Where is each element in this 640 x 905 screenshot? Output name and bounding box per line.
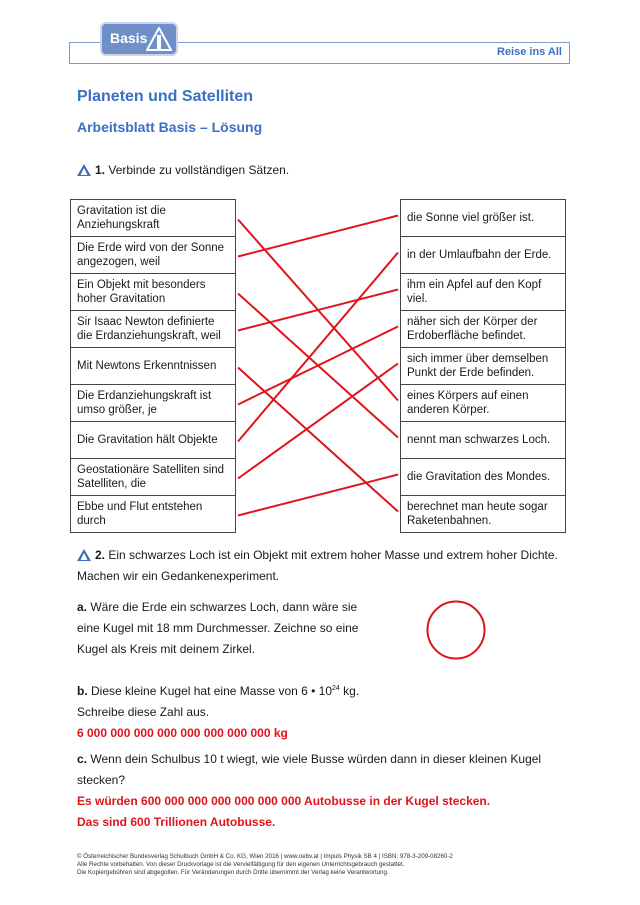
left-box-text: Die Gravitation hält Objekte — [77, 434, 218, 446]
task2b-answer: 6 000 000 000 000 000 000 000 000 kg — [77, 726, 288, 740]
connection-line-8 — [238, 364, 398, 479]
task2a — [77, 597, 358, 660]
left-box-text: hoher Gravitation — [77, 293, 166, 305]
task2c — [77, 749, 541, 833]
footer — [77, 853, 577, 877]
right-box-text: Raketenbahnen. — [407, 515, 492, 527]
logo-label: Basis — [110, 30, 148, 46]
footer-line-2: Alle Rechte vorbehalten. Von dieser Druckvorlage ist die Vervielfältigung für den eigenen Unterrichtsgebrauch gestattet. — [77, 861, 405, 868]
right-box-text: die Gravitation des Mondes. — [407, 471, 551, 483]
left-box-text: Geostationäre Satelliten sind — [77, 464, 225, 476]
left-box-text: Ebbe und Flut entstehen — [77, 501, 203, 513]
task2b-line1-pre: Diese kleine Kugel hat eine Masse von 6 • 10 — [91, 684, 333, 698]
task2c-line1: Wenn dein Schulbus 10 t wiegt, wie viele Busse würden dann in dieser kleinen Kugel — [90, 752, 542, 766]
task2b-label: b. — [77, 684, 88, 698]
task2-intro-2: Machen wir ein Gedankenexperiment. — [77, 569, 280, 583]
task2c-label: c. — [77, 752, 88, 766]
task1-text: Verbinde zu vollständigen Sätzen. — [108, 163, 290, 177]
right-box-text: die Sonne viel größer ist. — [407, 212, 535, 224]
footer-line-3: Die Kopiergebühren sind abgegolten. Für Veränderungen durch Dritte übernimmt der Verlag keine Verantwortung. — [77, 869, 389, 876]
right-box-text: viel. — [407, 293, 428, 305]
task2a-line1: Wäre die Erde ein schwarzes Loch, dann wäre sie — [90, 600, 358, 614]
task2a-line2: eine Kugel mit 18 mm Durchmesser. Zeichne so eine — [77, 621, 359, 635]
left-box-text: Die Erdanziehungskraft ist — [77, 390, 212, 402]
page-title: Planeten und Satelliten — [77, 88, 254, 105]
left-box-text: angezogen, weil — [77, 256, 161, 268]
right-box-text: ihm ein Apfel auf den Kopf — [407, 279, 542, 291]
left-box-text: Sir Isaac Newton definierte — [77, 316, 215, 328]
task2b-exponent: 24 — [332, 685, 340, 692]
left-box-text: Gravitation ist die — [77, 205, 166, 217]
right-box-text: Punkt der Erde befinden. — [407, 367, 535, 379]
task2c-line2: stecken? — [77, 773, 126, 787]
task2-intro-1: Ein schwarzes Loch ist ein Objekt mit extrem hoher Masse und extrem hoher Dichte. — [108, 548, 558, 562]
series-title: Reise ins All — [496, 46, 562, 58]
left-box-text: umso größer, je — [77, 404, 157, 416]
task2c-answer-1: Es würden 600 000 000 000 000 000 000 Autobusse in der Kugel stecken. — [77, 794, 491, 808]
task2b-line1-post: kg. — [339, 684, 360, 698]
left-box-text: Satelliten, die — [77, 478, 147, 490]
left-box-text: Ein Objekt mit besonders — [77, 279, 206, 291]
right-box-text: anderen Körper. — [407, 404, 490, 416]
left-box-text: durch — [77, 515, 106, 527]
task1-number: 1. — [95, 163, 106, 177]
right-box-text: näher sich der Körper der — [407, 316, 538, 328]
task2-number: 2. — [95, 548, 106, 562]
task2a-label: a. — [77, 600, 88, 614]
right-box-text: eines Körpers auf einen — [407, 390, 529, 402]
connection-line-7 — [238, 253, 398, 442]
page-subtitle: Arbeitsblatt Basis – Lösung — [77, 119, 263, 135]
connection-line-9 — [238, 475, 398, 516]
task2c-answer-2: Das sind 600 Trillionen Autobusse. — [77, 815, 276, 829]
right-box-text: Erdoberfläche befindet. — [407, 330, 526, 342]
left-box-text: Mit Newtons Erkenntnissen — [77, 360, 217, 372]
task2b-line2: Schreibe diese Zahl aus. — [77, 705, 210, 719]
task2b — [77, 678, 359, 744]
connection-line-5 — [238, 368, 398, 512]
task2-heading — [77, 545, 558, 587]
footer-line-1: © Österreichischer Bundesverlag Schulbuch GmbH & Co. KG, Wien 2016 | www.oebv.at | Impuls Physik SB 4 | ISBN: 978-3-209-08260-2 — [77, 853, 453, 860]
left-box-text: Die Erde wird von der Sonne — [77, 242, 225, 254]
connection-line-6 — [238, 327, 398, 405]
connection-line-2 — [238, 216, 398, 257]
difficulty-icon — [77, 549, 91, 561]
right-box-text: in der Umlaufbahn der Erde. — [407, 249, 552, 261]
right-box-text: nennt man schwarzes Loch. — [407, 434, 551, 446]
left-box-text: die Erdanziehungskraft, weil — [77, 330, 221, 342]
left-box-text: Anziehungskraft — [77, 219, 160, 231]
connection-line-4 — [238, 290, 398, 331]
right-box-text: sich immer über demselben — [407, 353, 549, 365]
task2a-line3: Kugel als Kreis mit deinem Zirkel. — [77, 642, 256, 656]
drawn-circle — [425, 599, 487, 661]
right-box-text: berechnet man heute sogar — [407, 501, 548, 513]
